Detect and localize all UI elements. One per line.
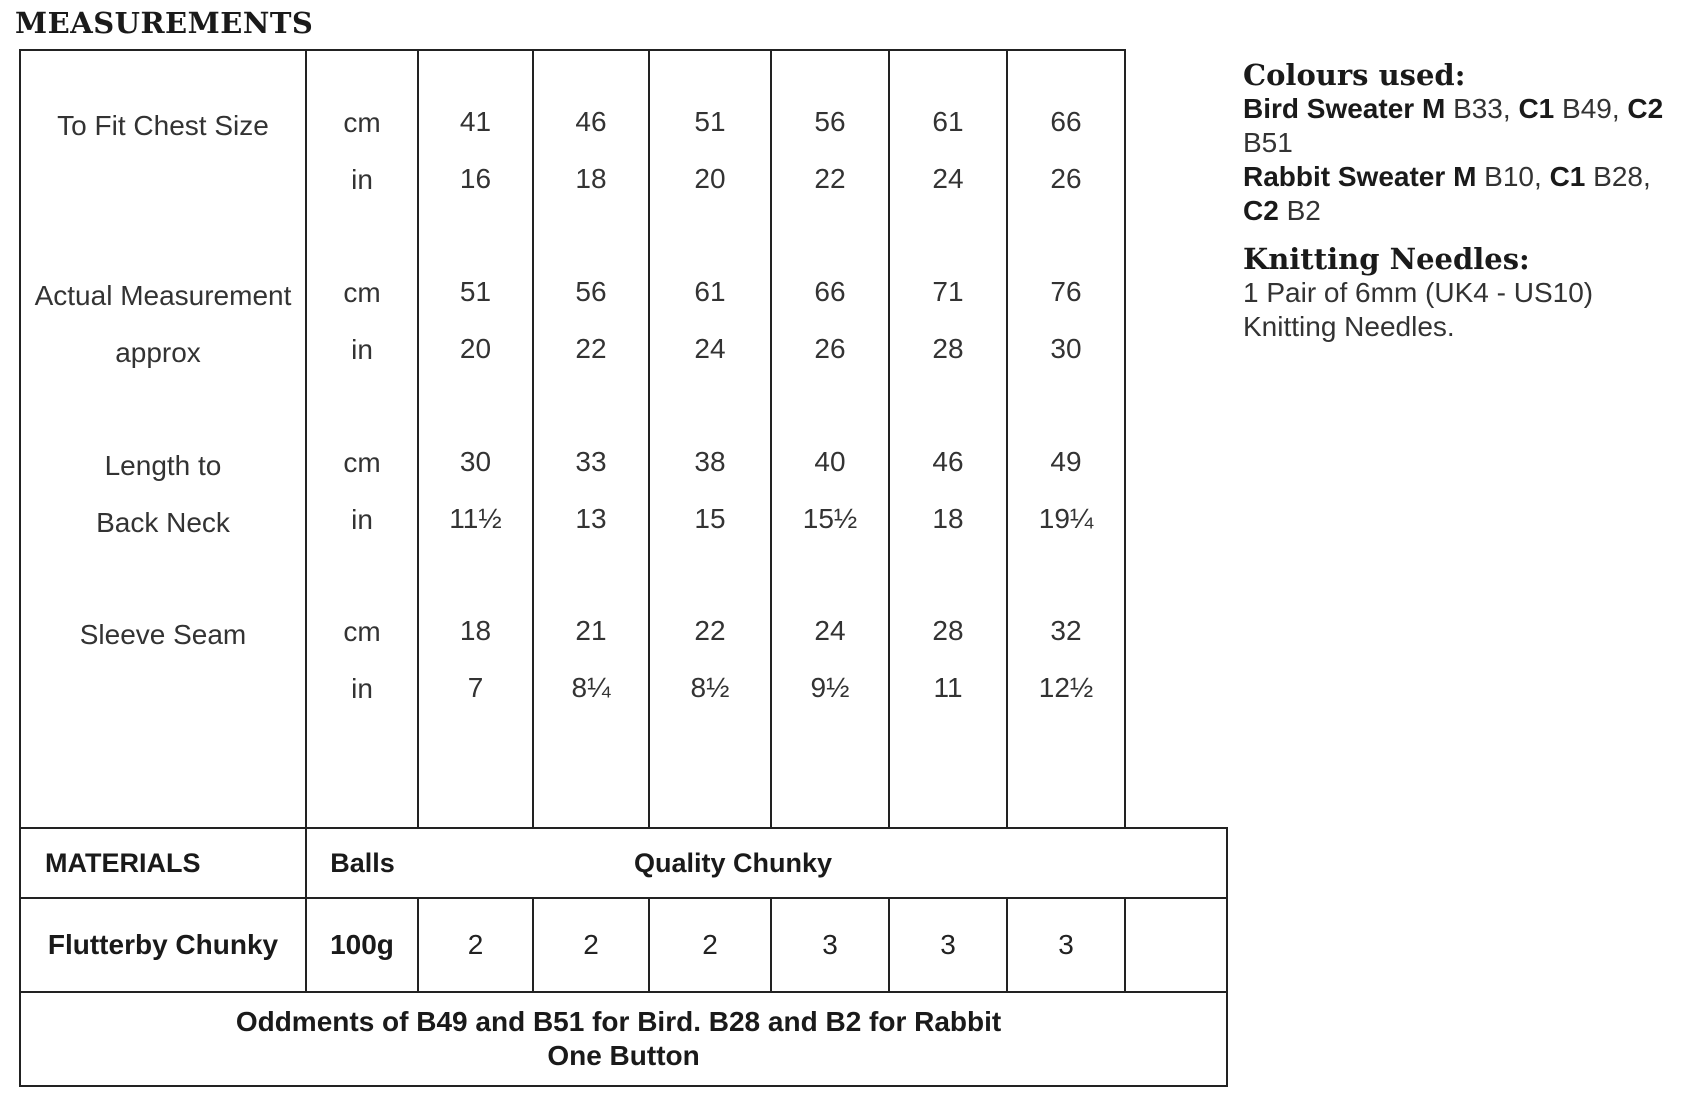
value-cell: 30 — [459, 446, 492, 477]
bird-c1-value: B49, — [1562, 93, 1620, 124]
bird-c2-value: B51 — [1243, 127, 1293, 158]
value-cell: 13 — [575, 503, 607, 534]
bird-colours — [1243, 92, 1693, 160]
quantity-cell: 2 — [533, 898, 649, 992]
note-line-2: One Button — [547, 1040, 700, 1071]
rabbit-c1-key: C1 — [1549, 161, 1586, 192]
row-label: To Fit Chest Size — [57, 110, 269, 141]
value-cell: 61 — [694, 276, 726, 307]
value-cell: 11 — [933, 672, 963, 703]
value-cell: 16 — [459, 163, 492, 194]
page-title: MEASUREMENTS — [15, 6, 314, 40]
value-cell: 22 — [814, 163, 846, 194]
value-cell: 20 — [694, 163, 726, 194]
value-cell: 12½ — [1038, 672, 1094, 703]
materials-header: MATERIALS — [20, 828, 306, 898]
rabbit-colours — [1243, 160, 1693, 228]
size-column-6 — [1007, 50, 1125, 828]
balls-header: Balls — [306, 828, 418, 898]
size-column-5 — [889, 50, 1007, 828]
unit-cm: cm — [343, 107, 381, 138]
bird-c1-key: C1 — [1518, 93, 1555, 124]
rabbit-m-value: B10, — [1484, 161, 1542, 192]
materials-table — [19, 827, 1228, 1087]
materials-note — [20, 992, 1227, 1086]
yarn-name: Flutterby Chunky — [20, 898, 306, 992]
value-cell: 15½ — [802, 503, 858, 534]
rabbit-c2-key: C2 — [1243, 195, 1279, 226]
value-cell: 51 — [694, 106, 726, 137]
value-cell: 8½ — [690, 672, 730, 703]
value-cell: 20 — [459, 333, 492, 364]
size-column-3 — [649, 50, 771, 828]
value-cell: 7 — [467, 672, 484, 703]
row-label: approx — [115, 337, 201, 368]
value-cell: 46 — [932, 446, 964, 477]
value-cell: 8¼ — [571, 672, 611, 703]
value-cell: 46 — [575, 106, 607, 137]
value-cell: 22 — [575, 333, 607, 364]
needles-line-1: 1 Pair of 6mm (UK4 - US10) — [1243, 277, 1594, 308]
value-cell: 28 — [932, 615, 964, 646]
value-cell: 56 — [814, 106, 846, 137]
value-cell: 18 — [459, 615, 492, 646]
unit-in: in — [351, 164, 373, 195]
row-label: Sleeve Seam — [79, 619, 247, 650]
label-column — [20, 50, 306, 828]
quantity-cell: 3 — [771, 898, 889, 992]
value-cell: 28 — [932, 333, 964, 364]
unit-in: in — [351, 673, 373, 704]
size-column-1 — [418, 50, 533, 828]
needles-heading: Knitting Needles: — [1243, 242, 1530, 276]
quantity-cell: 2 — [649, 898, 771, 992]
unit-in: in — [351, 334, 373, 365]
empty-cell — [1125, 898, 1227, 992]
bird-label: Bird Sweater — [1243, 93, 1415, 124]
value-cell: 19¼ — [1038, 503, 1094, 534]
value-cell: 24 — [932, 163, 964, 194]
value-cell: 33 — [575, 446, 607, 477]
value-cell: 40 — [814, 446, 846, 477]
quantity-cell: 3 — [889, 898, 1007, 992]
row-label: Length to — [104, 450, 222, 481]
sidebar — [1243, 58, 1693, 344]
rabbit-label: Rabbit Sweater — [1243, 161, 1446, 192]
colours-heading: Colours used: — [1243, 58, 1466, 92]
bird-c2-key: C2 — [1627, 93, 1664, 124]
value-cell: 26 — [814, 333, 846, 364]
value-cell: 66 — [814, 276, 846, 307]
value-cell: 24 — [694, 333, 726, 364]
yarn-weight: 100g — [306, 898, 418, 992]
size-column-2 — [533, 50, 649, 828]
row-label: Back Neck — [96, 507, 230, 538]
quality-header: Quality Chunky — [418, 828, 1227, 898]
value-cell: 76 — [1050, 276, 1082, 307]
value-cell: 32 — [1050, 615, 1082, 646]
value-cell: 18 — [932, 503, 964, 534]
quantity-cell: 2 — [418, 898, 533, 992]
value-cell: 24 — [814, 615, 846, 646]
bird-m-key: M — [1421, 93, 1446, 124]
note-line-1: Oddments of B49 and B51 for Bird. B28 and B2 for Rabbit — [235, 1006, 1002, 1037]
value-cell: 49 — [1050, 446, 1082, 477]
value-cell: 22 — [694, 615, 726, 646]
value-cell: 21 — [575, 615, 607, 646]
value-cell: 66 — [1050, 106, 1082, 137]
value-cell: 15 — [694, 503, 726, 534]
value-cell: 9½ — [810, 672, 850, 703]
rabbit-m-key: M — [1453, 161, 1477, 192]
value-cell: 11½ — [449, 503, 502, 534]
rabbit-c1-value: B28, — [1593, 161, 1651, 192]
unit-in: in — [351, 504, 373, 535]
unit-column — [306, 50, 418, 828]
value-cell: 26 — [1050, 163, 1082, 194]
quantity-cell: 3 — [1007, 898, 1125, 992]
unit-cm: cm — [343, 616, 381, 647]
unit-cm: cm — [343, 277, 381, 308]
value-cell: 51 — [459, 276, 492, 307]
bird-m-value: B33, — [1453, 93, 1511, 124]
value-cell: 30 — [1050, 333, 1082, 364]
value-cell: 41 — [459, 106, 492, 137]
measurements-table — [19, 49, 1227, 829]
value-cell: 38 — [694, 446, 726, 477]
row-label: Actual Measurement — [34, 280, 292, 311]
value-cell: 61 — [932, 106, 964, 137]
needles-line-2: Knitting Needles. — [1243, 311, 1455, 342]
rabbit-c2-value: B2 — [1286, 195, 1321, 226]
size-column-4 — [771, 50, 889, 828]
value-cell: 56 — [575, 276, 607, 307]
value-cell: 71 — [932, 276, 964, 307]
value-cell: 18 — [575, 163, 607, 194]
unit-cm: cm — [343, 447, 381, 478]
